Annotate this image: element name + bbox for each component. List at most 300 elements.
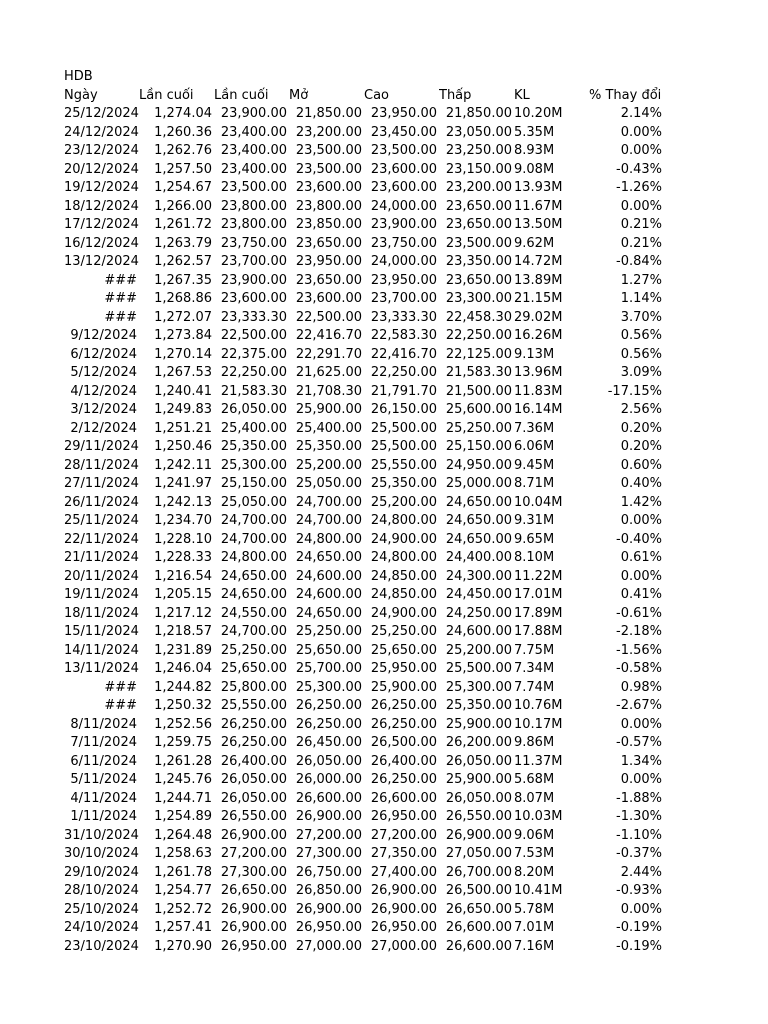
table-row bbox=[64, 309, 664, 328]
cell-high: 26,500.00 bbox=[370, 735, 437, 750]
cell-change: 2.44% bbox=[620, 864, 662, 880]
cell-volume: 9.65M bbox=[514, 531, 555, 547]
cell-low: 22,458.30 bbox=[445, 309, 512, 325]
cell-date: 16/12/2024 bbox=[64, 235, 139, 251]
cell-volume: 13.93M bbox=[514, 180, 563, 195]
cell-high: 26,400.00 bbox=[370, 753, 437, 769]
cell-volume: 6.06M bbox=[514, 439, 555, 454]
cell-change: -0.40% bbox=[616, 531, 662, 547]
cell-date: 19/11/2024 bbox=[64, 587, 139, 602]
cell-date: 6/12/2024 bbox=[70, 346, 137, 362]
cell-last-price: 24,650.00 bbox=[220, 587, 287, 602]
cell-date: 4/12/2024 bbox=[70, 383, 137, 399]
cell-last-index: 1,244.71 bbox=[154, 790, 212, 806]
cell-date: 3/12/2024 bbox=[70, 402, 137, 417]
table-row bbox=[64, 290, 664, 309]
table-row bbox=[64, 253, 664, 272]
cell-high: 25,950.00 bbox=[370, 661, 437, 676]
cell-date: 25/12/2024 bbox=[64, 106, 139, 121]
cell-last-index: 1,254.67 bbox=[154, 180, 212, 195]
cell-change: -0.58% bbox=[616, 661, 662, 676]
cell-last-index: 1,245.76 bbox=[154, 772, 212, 787]
cell-volume: 8.93M bbox=[514, 143, 555, 158]
cell-volume: 5.35M bbox=[514, 124, 555, 140]
cell-low: 25,000.00 bbox=[445, 476, 512, 491]
cell-low: 26,050.00 bbox=[445, 790, 512, 806]
cell-change: 0.00% bbox=[620, 513, 662, 528]
cell-last-index: 1,266.00 bbox=[154, 198, 212, 214]
cell-date: 18/12/2024 bbox=[64, 198, 139, 214]
cell-change: -0.61% bbox=[616, 605, 662, 621]
cell-change: 0.21% bbox=[620, 235, 662, 251]
cell-high: 27,000.00 bbox=[370, 938, 437, 954]
cell-high: 25,500.00 bbox=[370, 439, 437, 454]
cell-volume: 11.83M bbox=[514, 383, 563, 399]
table-row bbox=[64, 364, 664, 383]
cell-last-index: 1,242.13 bbox=[154, 494, 212, 510]
cell-low: 24,650.00 bbox=[445, 494, 512, 510]
table-row bbox=[64, 198, 664, 217]
cell-date: 20/12/2024 bbox=[64, 161, 139, 177]
cell-low: 25,900.00 bbox=[445, 772, 512, 787]
table-row bbox=[64, 827, 664, 846]
table-row bbox=[64, 475, 664, 494]
table-body bbox=[64, 105, 664, 956]
cell-volume: 10.20M bbox=[514, 106, 563, 121]
cell-volume: 10.41M bbox=[514, 883, 563, 898]
table-row bbox=[64, 901, 664, 920]
cell-date: ### bbox=[104, 291, 137, 306]
cell-last-price: 25,050.00 bbox=[220, 494, 287, 510]
table-row bbox=[64, 642, 664, 661]
cell-volume: 9.13M bbox=[514, 346, 555, 362]
cell-change: 0.98% bbox=[620, 679, 662, 695]
cell-last-price: 24,700.00 bbox=[220, 624, 287, 639]
cell-change: -1.26% bbox=[616, 180, 662, 195]
cell-date: 13/12/2024 bbox=[64, 254, 139, 269]
cell-high: 24,900.00 bbox=[370, 531, 437, 547]
table-row bbox=[64, 771, 664, 790]
cell-last-index: 1,270.14 bbox=[154, 346, 212, 362]
cell-last-price: 26,900.00 bbox=[220, 901, 287, 917]
cell-volume: 8.20M bbox=[514, 864, 555, 880]
cell-last-price: 23,400.00 bbox=[220, 143, 287, 158]
cell-low: 24,650.00 bbox=[445, 513, 512, 528]
cell-last-index: 1,244.82 bbox=[154, 679, 212, 695]
cell-change: -0.93% bbox=[616, 883, 662, 898]
cell-open: 26,900.00 bbox=[295, 809, 362, 824]
cell-volume: 29.02M bbox=[514, 309, 563, 325]
cell-low: 26,700.00 bbox=[445, 864, 512, 880]
cell-low: 25,500.00 bbox=[445, 661, 512, 676]
cell-last-index: 1,273.84 bbox=[154, 328, 212, 343]
table-row bbox=[64, 679, 664, 698]
cell-change: 2.56% bbox=[620, 402, 662, 417]
cell-change: -0.43% bbox=[616, 161, 662, 177]
cell-last-price: 23,700.00 bbox=[220, 254, 287, 269]
cell-high: 23,600.00 bbox=[370, 161, 437, 177]
cell-open: 26,850.00 bbox=[295, 883, 362, 898]
cell-high: 27,400.00 bbox=[370, 864, 437, 880]
cell-open: 23,600.00 bbox=[295, 180, 362, 195]
cell-last-index: 1,262.57 bbox=[154, 254, 212, 269]
cell-high: 26,250.00 bbox=[370, 716, 437, 732]
table-row bbox=[64, 124, 664, 143]
cell-change: -0.37% bbox=[616, 846, 662, 861]
header-open: Mở bbox=[289, 87, 309, 103]
cell-open: 27,200.00 bbox=[295, 827, 362, 843]
cell-last-index: 1,242.11 bbox=[154, 457, 212, 473]
cell-last-price: 25,250.00 bbox=[220, 642, 287, 658]
cell-low: 23,150.00 bbox=[445, 161, 512, 177]
cell-last-price: 26,900.00 bbox=[220, 920, 287, 935]
cell-open: 22,291.70 bbox=[295, 346, 362, 362]
cell-change: 2.14% bbox=[620, 106, 662, 121]
cell-change: -0.57% bbox=[616, 735, 662, 750]
cell-last-price: 26,250.00 bbox=[220, 716, 287, 732]
cell-last-index: 1,262.76 bbox=[154, 143, 212, 158]
cell-date: 28/11/2024 bbox=[64, 457, 139, 473]
spreadsheet bbox=[64, 68, 664, 956]
cell-volume: 11.37M bbox=[514, 753, 563, 769]
table-row bbox=[64, 845, 664, 864]
cell-date: 24/10/2024 bbox=[64, 920, 139, 935]
table-row bbox=[64, 161, 664, 180]
cell-low: 26,600.00 bbox=[445, 920, 512, 935]
cell-date: 4/11/2024 bbox=[70, 790, 137, 806]
cell-high: 24,900.00 bbox=[370, 605, 437, 621]
cell-change: 0.00% bbox=[620, 198, 662, 214]
cell-low: 22,250.00 bbox=[445, 328, 512, 343]
cell-change: 0.41% bbox=[620, 587, 662, 602]
cell-volume: 7.01M bbox=[514, 920, 555, 935]
cell-change: 1.34% bbox=[620, 753, 662, 769]
cell-open: 21,708.30 bbox=[295, 383, 362, 399]
table-row bbox=[64, 401, 664, 420]
cell-last-price: 24,700.00 bbox=[220, 513, 287, 528]
cell-date: 18/11/2024 bbox=[64, 605, 139, 621]
cell-high: 24,000.00 bbox=[370, 198, 437, 214]
cell-low: 26,550.00 bbox=[445, 809, 512, 824]
cell-last-index: 1,218.57 bbox=[154, 624, 212, 639]
cell-change: 1.42% bbox=[620, 494, 662, 510]
cell-high: 26,950.00 bbox=[370, 920, 437, 935]
cell-change: 0.20% bbox=[620, 420, 662, 436]
cell-open: 23,200.00 bbox=[295, 124, 362, 140]
cell-last-price: 26,250.00 bbox=[220, 735, 287, 750]
cell-last-index: 1,240.41 bbox=[154, 383, 212, 399]
cell-high: 23,950.00 bbox=[370, 106, 437, 121]
cell-date: 14/11/2024 bbox=[64, 642, 139, 658]
cell-open: 25,350.00 bbox=[295, 439, 362, 454]
cell-last-price: 27,200.00 bbox=[220, 846, 287, 861]
cell-high: 26,250.00 bbox=[370, 772, 437, 787]
cell-volume: 17.89M bbox=[514, 605, 563, 621]
cell-volume: 7.36M bbox=[514, 420, 555, 436]
cell-date: 26/11/2024 bbox=[64, 494, 139, 510]
cell-last-index: 1,241.97 bbox=[154, 476, 212, 491]
cell-high: 25,250.00 bbox=[370, 624, 437, 639]
cell-last-index: 1,264.48 bbox=[154, 827, 212, 843]
cell-high: 23,333.30 bbox=[370, 309, 437, 325]
cell-open: 23,600.00 bbox=[295, 291, 362, 306]
cell-last-index: 1,261.72 bbox=[154, 217, 212, 232]
cell-high: 24,800.00 bbox=[370, 550, 437, 565]
cell-last-index: 1,250.32 bbox=[154, 698, 212, 713]
cell-change: 0.20% bbox=[620, 439, 662, 454]
cell-open: 25,250.00 bbox=[295, 624, 362, 639]
cell-date: 24/12/2024 bbox=[64, 124, 139, 140]
cell-open: 25,050.00 bbox=[295, 476, 362, 491]
cell-volume: 7.34M bbox=[514, 661, 555, 676]
cell-date: 25/11/2024 bbox=[64, 513, 139, 528]
cell-last-price: 27,300.00 bbox=[220, 864, 287, 880]
table-row bbox=[64, 586, 664, 605]
cell-high: 23,700.00 bbox=[370, 291, 437, 306]
cell-volume: 21.15M bbox=[514, 291, 563, 306]
cell-last-price: 26,050.00 bbox=[220, 790, 287, 806]
cell-change: 0.21% bbox=[620, 217, 662, 232]
cell-change: 3.70% bbox=[620, 309, 662, 325]
cell-low: 23,050.00 bbox=[445, 124, 512, 140]
cell-high: 24,800.00 bbox=[370, 513, 437, 528]
cell-low: 25,150.00 bbox=[445, 439, 512, 454]
cell-open: 25,200.00 bbox=[295, 457, 362, 473]
cell-open: 24,700.00 bbox=[295, 513, 362, 528]
cell-date: ### bbox=[104, 272, 137, 288]
cell-last-price: 25,400.00 bbox=[220, 420, 287, 436]
cell-date: 13/11/2024 bbox=[64, 661, 139, 676]
cell-date: 6/11/2024 bbox=[70, 753, 137, 769]
table-row bbox=[64, 753, 664, 772]
cell-date: ### bbox=[104, 309, 137, 325]
cell-high: 26,150.00 bbox=[370, 402, 437, 417]
cell-last-price: 23,750.00 bbox=[220, 235, 287, 251]
table-row bbox=[64, 438, 664, 457]
cell-open: 23,650.00 bbox=[295, 235, 362, 251]
table-row bbox=[64, 734, 664, 753]
cell-high: 25,200.00 bbox=[370, 494, 437, 510]
cell-volume: 13.50M bbox=[514, 217, 563, 232]
cell-open: 23,500.00 bbox=[295, 143, 362, 158]
cell-volume: 8.71M bbox=[514, 476, 555, 491]
cell-low: 26,900.00 bbox=[445, 827, 512, 843]
cell-open: 27,300.00 bbox=[295, 846, 362, 861]
cell-last-index: 1,228.10 bbox=[154, 531, 212, 547]
cell-last-index: 1,258.63 bbox=[154, 846, 212, 861]
cell-high: 23,450.00 bbox=[370, 124, 437, 140]
cell-last-index: 1,228.33 bbox=[154, 550, 212, 565]
cell-low: 21,583.30 bbox=[445, 365, 512, 380]
cell-open: 22,500.00 bbox=[295, 309, 362, 325]
cell-last-price: 26,050.00 bbox=[220, 402, 287, 417]
table-row bbox=[64, 605, 664, 624]
cell-low: 23,250.00 bbox=[445, 143, 512, 158]
cell-date: 28/10/2024 bbox=[64, 883, 139, 898]
cell-date: 23/10/2024 bbox=[64, 938, 139, 954]
cell-change: -0.19% bbox=[616, 920, 662, 935]
cell-last-index: 1,246.04 bbox=[154, 661, 212, 676]
cell-last-index: 1,251.21 bbox=[154, 420, 212, 436]
table-row bbox=[64, 235, 664, 254]
cell-volume: 9.06M bbox=[514, 827, 555, 843]
cell-high: 22,250.00 bbox=[370, 365, 437, 380]
cell-change: -17.15% bbox=[607, 383, 662, 399]
cell-last-price: 25,300.00 bbox=[220, 457, 287, 473]
cell-low: 25,250.00 bbox=[445, 420, 512, 436]
cell-low: 24,950.00 bbox=[445, 457, 512, 473]
cell-open: 26,250.00 bbox=[295, 698, 362, 713]
header-low: Thấp bbox=[439, 87, 472, 103]
cell-open: 23,500.00 bbox=[295, 161, 362, 177]
cell-high: 24,850.00 bbox=[370, 587, 437, 602]
cell-last-index: 1,216.54 bbox=[154, 568, 212, 584]
cell-date: ### bbox=[104, 679, 137, 695]
cell-high: 22,416.70 bbox=[370, 346, 437, 362]
cell-open: 27,000.00 bbox=[295, 938, 362, 954]
cell-last-price: 25,350.00 bbox=[220, 439, 287, 454]
header-volume: KL bbox=[514, 87, 530, 103]
cell-last-price: 25,150.00 bbox=[220, 476, 287, 491]
cell-change: 0.00% bbox=[620, 568, 662, 584]
cell-last-price: 25,650.00 bbox=[220, 661, 287, 676]
cell-change: -2.18% bbox=[616, 624, 662, 639]
cell-last-price: 23,400.00 bbox=[220, 161, 287, 177]
cell-change: 3.09% bbox=[620, 365, 662, 380]
table-row bbox=[64, 105, 664, 124]
table-row bbox=[64, 549, 664, 568]
cell-change: 0.56% bbox=[620, 328, 662, 343]
cell-last-index: 1,274.04 bbox=[154, 106, 212, 121]
cell-volume: 5.68M bbox=[514, 772, 555, 787]
cell-last-price: 24,700.00 bbox=[220, 531, 287, 547]
table-row bbox=[64, 919, 664, 938]
cell-date: 27/11/2024 bbox=[64, 476, 139, 491]
cell-high: 27,200.00 bbox=[370, 827, 437, 843]
table-row bbox=[64, 531, 664, 550]
cell-volume: 8.10M bbox=[514, 550, 555, 565]
cell-last-price: 26,900.00 bbox=[220, 827, 287, 843]
cell-low: 22,125.00 bbox=[445, 346, 512, 362]
cell-low: 26,500.00 bbox=[445, 883, 512, 898]
cell-last-price: 23,900.00 bbox=[220, 106, 287, 121]
cell-last-index: 1,254.77 bbox=[154, 883, 212, 898]
cell-last-index: 1,267.35 bbox=[154, 272, 212, 288]
cell-change: 0.61% bbox=[620, 550, 662, 565]
table-row bbox=[64, 216, 664, 235]
table-row bbox=[64, 623, 664, 642]
cell-high: 21,791.70 bbox=[370, 383, 437, 399]
cell-open: 23,800.00 bbox=[295, 198, 362, 214]
cell-change: -1.10% bbox=[616, 827, 662, 843]
cell-volume: 17.88M bbox=[514, 624, 563, 639]
cell-change: 0.60% bbox=[620, 457, 662, 473]
cell-high: 23,950.00 bbox=[370, 272, 437, 288]
cell-last-price: 26,400.00 bbox=[220, 753, 287, 769]
cell-low: 24,600.00 bbox=[445, 624, 512, 639]
table-row bbox=[64, 790, 664, 809]
cell-last-price: 24,650.00 bbox=[220, 568, 287, 584]
table-row bbox=[64, 383, 664, 402]
cell-low: 26,050.00 bbox=[445, 753, 512, 769]
cell-volume: 13.96M bbox=[514, 365, 563, 380]
cell-volume: 7.74M bbox=[514, 679, 555, 695]
table-row bbox=[64, 457, 664, 476]
cell-high: 25,500.00 bbox=[370, 420, 437, 436]
cell-last-price: 24,800.00 bbox=[220, 550, 287, 565]
cell-high: 23,750.00 bbox=[370, 235, 437, 251]
cell-high: 26,600.00 bbox=[370, 790, 437, 806]
cell-low: 25,900.00 bbox=[445, 716, 512, 732]
cell-high: 23,500.00 bbox=[370, 143, 437, 158]
cell-change: -0.84% bbox=[616, 254, 662, 269]
cell-date: 20/11/2024 bbox=[64, 568, 139, 584]
cell-open: 24,650.00 bbox=[295, 605, 362, 621]
cell-last-price: 26,650.00 bbox=[220, 883, 287, 898]
cell-volume: 11.22M bbox=[514, 568, 563, 584]
cell-open: 26,900.00 bbox=[295, 901, 362, 917]
cell-last-price: 26,950.00 bbox=[220, 938, 287, 954]
cell-last-price: 21,583.30 bbox=[220, 383, 287, 399]
cell-volume: 7.16M bbox=[514, 938, 555, 954]
header-last-price: Lần cuối bbox=[214, 87, 269, 103]
cell-date: 29/11/2024 bbox=[64, 439, 139, 454]
cell-date: 5/11/2024 bbox=[70, 772, 137, 787]
cell-low: 23,200.00 bbox=[445, 180, 512, 195]
cell-change: 0.00% bbox=[620, 716, 662, 732]
table-row bbox=[64, 716, 664, 735]
cell-last-index: 1,252.56 bbox=[154, 716, 212, 732]
cell-open: 24,600.00 bbox=[295, 587, 362, 602]
cell-last-index: 1,250.46 bbox=[154, 439, 212, 454]
cell-open: 25,650.00 bbox=[295, 642, 362, 658]
cell-volume: 9.08M bbox=[514, 161, 555, 177]
cell-low: 27,050.00 bbox=[445, 846, 512, 861]
cell-volume: 17.01M bbox=[514, 587, 563, 602]
cell-last-price: 23,400.00 bbox=[220, 124, 287, 140]
cell-open: 22,416.70 bbox=[295, 328, 362, 343]
cell-volume: 9.31M bbox=[514, 513, 555, 528]
cell-last-index: 1,259.75 bbox=[154, 735, 212, 750]
cell-volume: 5.78M bbox=[514, 901, 555, 917]
cell-last-price: 23,600.00 bbox=[220, 291, 287, 306]
header-last-index: Lần cuối bbox=[139, 87, 194, 103]
header-row bbox=[64, 87, 664, 106]
cell-last-price: 24,550.00 bbox=[220, 605, 287, 621]
cell-date: ### bbox=[104, 698, 137, 713]
cell-volume: 10.03M bbox=[514, 809, 563, 824]
table-row bbox=[64, 938, 664, 957]
cell-last-price: 26,550.00 bbox=[220, 809, 287, 824]
cell-low: 26,650.00 bbox=[445, 901, 512, 917]
table-row bbox=[64, 808, 664, 827]
cell-last-price: 22,250.00 bbox=[220, 365, 287, 380]
table-row bbox=[64, 142, 664, 161]
cell-change: -2.67% bbox=[616, 698, 662, 713]
cell-last-index: 1,254.89 bbox=[154, 809, 212, 824]
cell-date: 19/12/2024 bbox=[64, 180, 139, 195]
cell-volume: 7.75M bbox=[514, 642, 555, 658]
cell-volume: 9.86M bbox=[514, 735, 555, 750]
cell-last-index: 1,252.72 bbox=[154, 901, 212, 917]
table-row bbox=[64, 512, 664, 531]
cell-date: 25/10/2024 bbox=[64, 901, 139, 917]
cell-change: 0.00% bbox=[620, 901, 662, 917]
cell-date: 8/11/2024 bbox=[70, 716, 137, 732]
cell-low: 25,300.00 bbox=[445, 679, 512, 695]
cell-open: 26,450.00 bbox=[295, 735, 362, 750]
cell-last-index: 1,272.07 bbox=[154, 309, 212, 325]
